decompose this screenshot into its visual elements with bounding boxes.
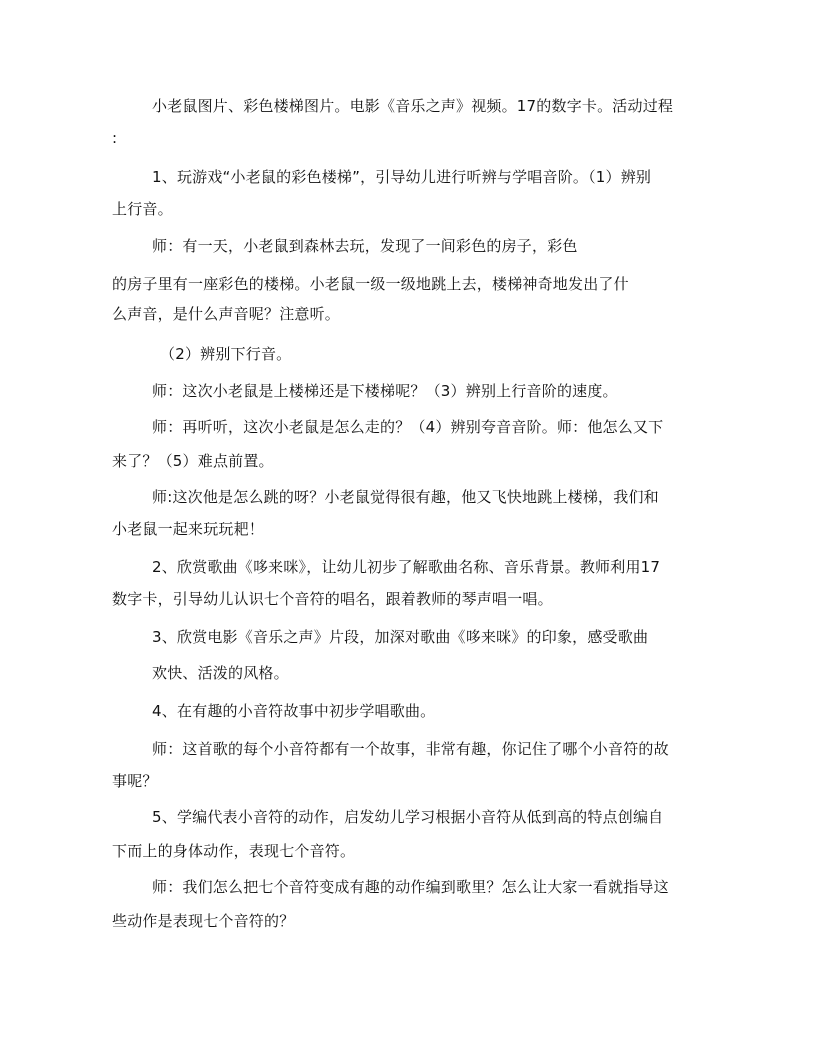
text-line-step1-cont: 上行音。	[112, 200, 173, 218]
text-line-step5: 5、学编代表小音符的动作，启发幼儿学习根据小音符从低到高的特点创编自	[152, 808, 664, 826]
text-line-step2-cont: 数字卡，引导幼儿认识七个音符的唱名，跟着教师的琴声唱一唱。	[112, 590, 553, 608]
text-line-teacher-3-cont: 来了？（5）难点前置。	[112, 452, 274, 470]
text-line-step4: 4、在有趣的小音符故事中初步学唱歌曲。	[152, 702, 436, 720]
text-line-teacher-2: 师：这次小老鼠是上楼梯还是下楼梯呢？（3）辨别上行音阶的速度。	[152, 382, 618, 400]
text-line-step3-cont: 欢快、活泼的风格。	[152, 664, 289, 682]
text-line-teacher-4-cont: 小老鼠一起来玩玩耙！	[112, 520, 265, 538]
text-line-teacher-1: 师：有一天，小老鼠到森林去玩，发现了一间彩色的房子，彩色	[152, 237, 578, 255]
text-line-sub2: （2）辨别下行音。	[160, 345, 292, 363]
text-line-teacher-4: 师:这次他是怎么跳的呀？小老鼠觉得很有趣，他又飞快地跳上楼梯，我们和	[152, 488, 659, 506]
text-line-teacher-6-cont: 些动作是表现七个音符的？	[112, 912, 295, 930]
text-line-step2: 2、欣赏歌曲《哆来咪》，让幼儿初步了解歌曲名称、音乐背景。教师利用17	[152, 558, 661, 576]
text-line-step3: 3、欣赏电影《音乐之声》片段，加深对歌曲《哆来咪》的印象，感受歌曲	[152, 628, 649, 646]
text-line-step5-cont: 下而上的身体动作，表现七个音符。	[112, 842, 356, 860]
text-line-teacher-6: 师：我们怎么把七个音符变成有趣的动作编到歌里？怎么让大家一看就指导这	[152, 878, 669, 896]
text-line-teacher-5-cont: 事呢？	[112, 772, 158, 790]
text-line-teacher-1-cont2: 么声音，是什么声音呢？注意听。	[112, 305, 341, 323]
text-line-colon: :	[112, 129, 118, 147]
text-line-teacher-3: 师：再听听，这次小老鼠是怎么走的？（4）辨别夸音音阶。师：他怎么又下	[152, 418, 664, 436]
text-line-step1: 1、玩游戏“小老鼠的彩色楼梯”，引导幼儿进行听辨与学唱音阶。（1）辨别	[152, 168, 652, 186]
text-line-teacher-5: 师：这首歌的每个小音符都有一个故事，非常有趣，你记住了哪个小音符的故	[152, 740, 669, 758]
text-line-teacher-1-cont: 的房子里有一座彩色的楼梯。小老鼠一级一级地跳上去，楼梯神奇地发出了什	[112, 275, 629, 293]
text-line-materials: 小老鼠图片、彩色楼梯图片。电影《音乐之声》视频。17的数字卡。活动过程	[152, 97, 674, 115]
